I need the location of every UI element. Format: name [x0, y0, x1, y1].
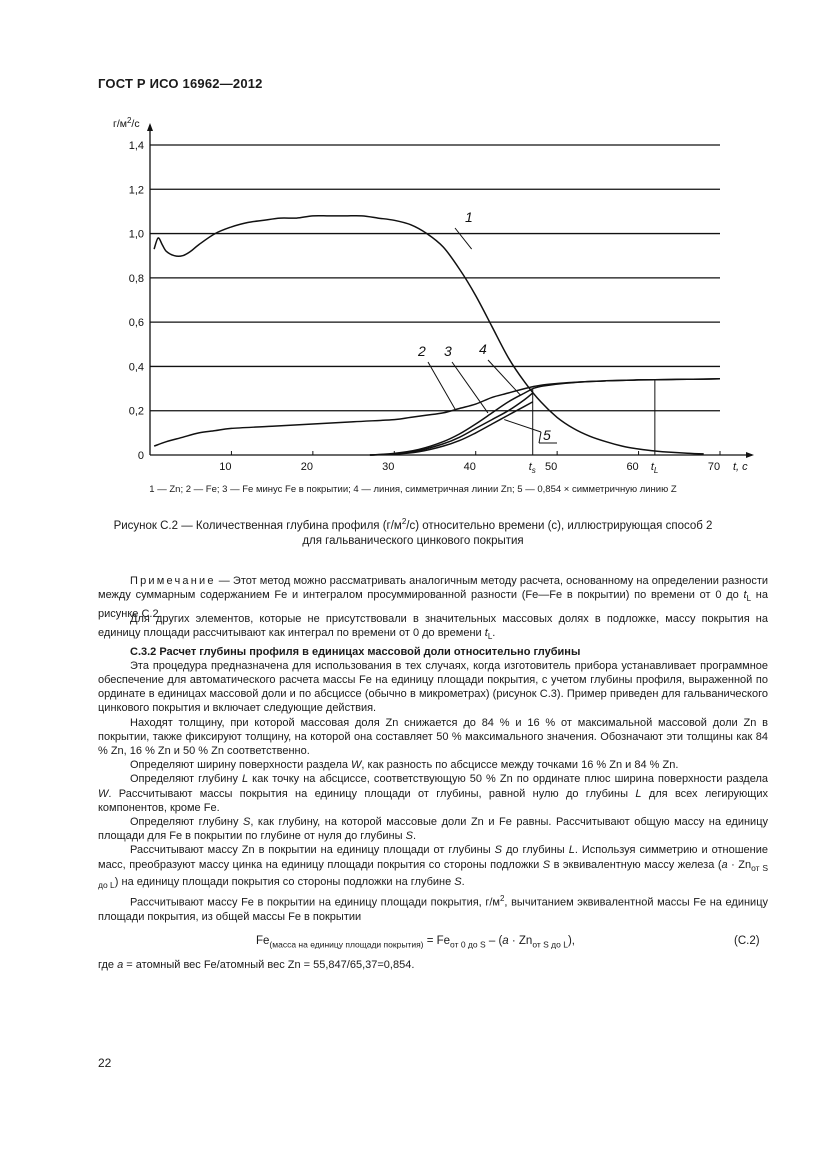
- y-tick-label: 0,8: [128, 272, 144, 285]
- p6-a-sym: a: [721, 858, 728, 871]
- p5-s2: S: [405, 830, 413, 843]
- figure-legend: 1 — Zn; 2 — Fe; 3 — Fe минус Fe в покрытии; 4 — линия, симметричная линии Zn; 5 — 0,854 × симметричную линию Z: [149, 484, 677, 495]
- p6-s3: S: [454, 876, 462, 889]
- x-tick-label: 50: [545, 461, 558, 473]
- y-axis-arrow: [147, 123, 153, 131]
- callout-label-1: 1: [465, 209, 473, 225]
- formula-a: a: [502, 935, 509, 947]
- page-number: 22: [98, 1056, 112, 1070]
- para-other-t-sub: L: [487, 632, 493, 642]
- y-tick-label: 1,0: [128, 228, 144, 241]
- callout-connector-5: [539, 432, 541, 443]
- formula-sub3: от S до L: [532, 939, 568, 950]
- paragraph-2: Находят толщину, при которой массовая доля Zn снижается до 84 % и 16 % от максимальной массовой доли Zn в покрытии, также фиксируют толщину, на которой она составляет 50 % максимального значения. Обозначают эти толщины как 84 % Zn, 16 % Zn и 50 % Zn соответственно.: [98, 716, 768, 758]
- paragraph-6: [98, 843, 768, 892]
- para-other-end: .: [492, 627, 496, 640]
- paragraph-other-elements: [98, 612, 768, 645]
- formula-minus: – (: [485, 935, 503, 947]
- tl-label: $t_L$: [650, 461, 659, 475]
- ts-label: $t_s$: [528, 461, 536, 475]
- y-axis-label: $г/м^2/с$: [113, 116, 140, 130]
- p4-b: как точку на абсциссе, соответствующую 50 % Zn по ординате плюс ширина поверхности раздела: [248, 773, 768, 786]
- note-t-sub: L: [746, 594, 752, 604]
- formula-dot: · Zn: [508, 935, 533, 947]
- paragraph-5: [98, 815, 768, 843]
- section-heading: С.3.2 Расчет глубины профиля в единицах массовой доли относительно глубины: [130, 645, 581, 658]
- figure-caption: [0, 514, 826, 549]
- p6-d: в эквивалентную массу железа (: [550, 858, 722, 871]
- p7-a: Рассчитывают массу Fe в покрытии на единицу площади покрытия, г/м: [130, 897, 500, 910]
- formula-number: (С.2): [734, 935, 760, 947]
- caption-part1: Рисунок С.2 — Количественная глубина профиля (г/м: [113, 519, 402, 532]
- p6-l: L: [568, 844, 575, 857]
- where-b: = атомный вес Fe/атомный вес Zn = 55,847/65,37=0,854.: [123, 959, 415, 971]
- p4-a: Определяют глубину: [130, 773, 243, 786]
- p5-s: S: [243, 816, 251, 829]
- formula-sub2: от 0 до S: [450, 939, 486, 950]
- x-axis-arrow: [746, 452, 754, 458]
- x-tick-label: 20: [300, 461, 313, 473]
- p4-l: L: [242, 773, 249, 786]
- document-header: ГОСТ Р ИСО 16962—2012: [98, 76, 263, 91]
- p6-s: S: [494, 844, 502, 857]
- callout-leader-2: [428, 362, 455, 410]
- p6-a: Рассчитывают массу Zn в покрытии на единицу площади от глубины: [130, 844, 495, 857]
- where-line: [98, 959, 414, 971]
- p6-f: ) на единицу площади покрытия со стороны подложки на глубине: [114, 876, 455, 889]
- p7-sup: 2: [499, 894, 505, 904]
- series-line-4: [370, 389, 533, 455]
- p4-l2: L: [635, 787, 642, 800]
- where-a-sym: a: [117, 959, 124, 971]
- p4-c: . Рассчитывают массы покрытия на единицу площади от глубины, равной нулю до глубины: [108, 787, 636, 800]
- formula-close: ),: [567, 935, 575, 947]
- note-end: на рисунке С.2.: [98, 589, 768, 620]
- x-tick-label: 40: [463, 461, 476, 473]
- y-tick-label: 0: [137, 450, 144, 462]
- series-line-2: [154, 379, 720, 446]
- p6-sub: от S до L: [98, 862, 768, 891]
- p6-e: · Zn: [727, 858, 752, 871]
- x-axis-label: t, с: [733, 461, 748, 473]
- note-t: t: [743, 589, 747, 602]
- x-tick-label: 70: [707, 461, 721, 473]
- p3-a: Определяют ширину поверхности раздела: [130, 759, 352, 772]
- p3-w: W: [351, 759, 362, 772]
- where-a: где: [98, 959, 118, 971]
- paragraph-1: Эта процедура предназначена для использования в тех случаях, когда изготовитель прибора устанавливает программное обеспечение для автоматического расчета массы Fe на единицу площади покрытия, с учетом глубины профиля, выраженной по ординате в единицах массовой доли и по абсциссе (обычно в микрометрах) (рисунок С.3). Пример приведен для гальванического цинкового покрытия и включает следующие действия.: [98, 659, 768, 715]
- body-text: [98, 612, 768, 924]
- callout-label-4: 4: [479, 341, 487, 357]
- x-tick-label: 10: [219, 461, 232, 473]
- callout-label-3: 3: [444, 343, 452, 359]
- y-tick-label: 0,2: [128, 405, 144, 418]
- callout-leader-1: [455, 228, 472, 249]
- p6-b: до глубины: [501, 844, 569, 857]
- callout-leader-4: [488, 360, 521, 395]
- formula-eq: = Fe: [423, 935, 451, 947]
- p5-c: .: [412, 830, 417, 843]
- p4-d: для всех легирующих компонентов, кроме Fe.: [98, 787, 768, 814]
- p4-w: W: [98, 787, 109, 800]
- caption-sup: 2: [401, 517, 407, 526]
- p5-b: , как глубину, на которой массовые доли Zn и Fe равны. Рассчитывают общую массу на единицу площади для Fe в покрытии по глубине от нуля до глубины: [98, 816, 768, 843]
- note-label: Примечание: [130, 575, 216, 587]
- caption-part2: /с) относительно времени (с), иллюстрирующая способ 2: [406, 519, 713, 532]
- para-other-t: t: [484, 627, 488, 640]
- callout-label-5: 5: [543, 427, 551, 443]
- formula-fe: Fe: [256, 935, 270, 947]
- p3-b: , как разность по абсциссе между точками 16 % Zn и 84 % Zn.: [361, 759, 679, 772]
- y-tick-label: 1,2: [128, 184, 144, 197]
- caption-line2: для гальванического цинкового покрытия: [302, 534, 524, 547]
- p5-a: Определяют глубину: [130, 816, 243, 829]
- depth-profile-chart: [0, 0, 826, 480]
- p6-s2: S: [542, 858, 551, 871]
- formula-c2: [256, 935, 575, 949]
- y-tick-label: 0,4: [128, 361, 144, 374]
- para-other-text: Для других элементов, которые не присутствовали в значительных массовых долях в подложке, массу покрытия на единицу площади рассчитывают как интеграл по времени от 0 до времени: [98, 613, 768, 640]
- note-text: — Этот метод можно рассматривать аналогичным методу расчета, основанному на определении разности между суммарным содержанием Fe и интегралом просуммированной разности (Fe—Fe в покрытии) по времени от 0 до: [98, 575, 768, 602]
- y-tick-label: 1,4: [128, 140, 144, 152]
- series-line-continuation: [533, 379, 720, 389]
- paragraph-4: [98, 772, 768, 815]
- x-tick-label: 60: [626, 461, 639, 473]
- callout-leader-5: [504, 420, 541, 432]
- p6-c: . Используя симметрию и отношение масс, преобразуют массу цинка на единицу площади покрытия со стороны подложки: [98, 844, 768, 871]
- x-tick-label: 30: [382, 461, 395, 473]
- callout-label-2: 2: [418, 343, 426, 359]
- p7-b: , вычитанием эквивалентной массы Fe на единицу площади покрытия, из общей массы Fe в покрытии: [98, 897, 768, 924]
- p6-g: .: [461, 876, 465, 889]
- y-tick-label: 0,6: [128, 317, 144, 330]
- series-line-1: [154, 216, 704, 454]
- formula-sub1: (масса на единицу площади покрытия): [269, 939, 424, 950]
- paragraph-7: [98, 892, 768, 924]
- paragraph-3: [98, 758, 768, 772]
